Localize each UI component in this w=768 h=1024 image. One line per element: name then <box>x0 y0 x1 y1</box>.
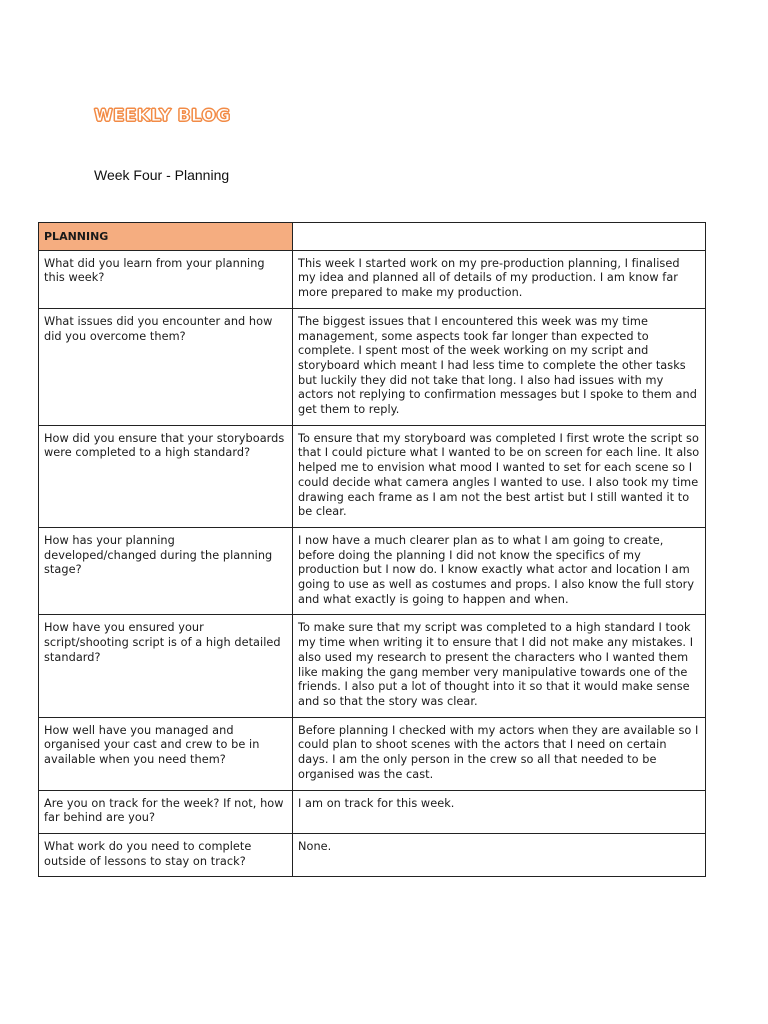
question-cell: How well have you managed and organised your cast and crew to be in available when you need them? <box>39 717 293 790</box>
table-header-label: PLANNING <box>39 223 293 251</box>
table-row <box>39 250 706 308</box>
table-header-row <box>39 223 706 251</box>
answer-cell: I now have a much clearer plan as to what I am going to create, before doing the planning I did not know the specifics of my production but I now do. I know exactly what actor and location I am going to use as well as costumes and props. I also know the full story and what exactly is going to happen and when. <box>293 527 706 615</box>
question-cell: What did you learn from your planning this week? <box>39 250 293 308</box>
table-row <box>39 425 706 527</box>
answer-cell: To make sure that my script was completed to a high standard I took my time when writing it to ensure that I did not make any mistakes. I also used my research to present the characters who I wanted them like making the gang member very manipulative towards one of the friends. I also put a lot of thought into it so that it would make sense and so that the story was clear. <box>293 615 706 717</box>
question-cell: How has your planning developed/changed during the planning stage? <box>39 527 293 615</box>
question-cell: How did you ensure that your storyboards were completed to a high standard? <box>39 425 293 527</box>
answer-cell: Before planning I checked with my actors when they are available so I could plan to shoot scenes with the actors that I need on certain days. I am the only person in the crew so all that needed to be organised was the cast. <box>293 717 706 790</box>
table-row <box>39 717 706 790</box>
page-subtitle: Week Four - Planning <box>94 167 230 183</box>
table-row <box>39 308 706 425</box>
table-row <box>39 833 706 876</box>
planning-table <box>38 222 706 877</box>
answer-cell: None. <box>293 833 706 876</box>
question-cell: Are you on track for the week? If not, how far behind are you? <box>39 790 293 833</box>
page-heading: WEEKLY BLOG <box>94 106 231 126</box>
question-cell: What work do you need to complete outside of lessons to stay on track? <box>39 833 293 876</box>
answer-cell: To ensure that my storyboard was completed I first wrote the script so that I could picture what I wanted to be on screen for each line. It also helped me to envision what mood I wanted to set for each scene so I could decide what camera angles I wanted to use. I also took my time drawing each frame as I am not the best artist but I still wanted it to be clear. <box>293 425 706 527</box>
answer-cell: This week I started work on my pre-production planning, I finalised my idea and planned all of details of my production. I am know far more prepared to make my production. <box>293 250 706 308</box>
answer-cell: The biggest issues that I encountered this week was my time management, some aspects took far longer than expected to complete. I spent most of the week working on my script and storyboard which meant I had less time to complete the other tasks but luckily they did not take that long. I also had issues with my actors not replying to confirmation messages but I spoke to them and get them to reply. <box>293 308 706 425</box>
question-cell: What issues did you encounter and how did you overcome them? <box>39 308 293 425</box>
table-header-blank <box>293 223 706 251</box>
table-row <box>39 615 706 717</box>
table-row <box>39 527 706 615</box>
table-row <box>39 790 706 833</box>
question-cell: How have you ensured your script/shooting script is of a high detailed standard? <box>39 615 293 717</box>
answer-cell: I am on track for this week. <box>293 790 706 833</box>
